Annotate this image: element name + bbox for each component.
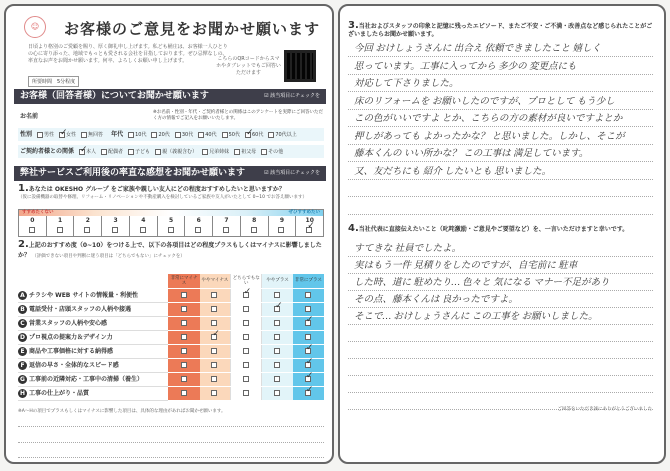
relation-option-label: 兄弟姉妹 — [209, 149, 230, 155]
item-label — [18, 358, 168, 372]
rating-cell[interactable] — [168, 330, 199, 344]
handwritten-answer-line: 床のリフォームを お願いしたのですが、プロとして もう少し — [354, 96, 615, 107]
checkbox[interactable] — [305, 390, 311, 396]
question-number: 4. — [348, 223, 359, 234]
checkbox[interactable] — [261, 149, 267, 155]
checkbox[interactable] — [243, 334, 249, 340]
rating-cell[interactable] — [231, 330, 262, 344]
page-title: お客様のご意見をお聞かせ願います — [64, 20, 321, 38]
rating-cell[interactable] — [293, 372, 324, 386]
age-option-label: 40代 — [205, 132, 217, 138]
recommend-scale — [18, 209, 324, 237]
survey-left-page — [4, 4, 334, 464]
checkbox[interactable] — [305, 306, 311, 312]
scale-option-3[interactable] — [102, 216, 130, 236]
checkbox[interactable] — [181, 362, 187, 368]
checkbox[interactable] — [128, 132, 134, 138]
scale-number: 6 — [196, 217, 201, 224]
item-label — [18, 288, 168, 302]
answer-line — [348, 307, 653, 308]
checkbox[interactable] — [243, 292, 249, 298]
gender-options — [32, 131, 103, 138]
rating-cell[interactable] — [168, 344, 199, 358]
relation-option-label: 配偶者 — [108, 149, 124, 155]
handwritten-answer-line: 今回 おけしょうさんに 出合え 依頼できましたこと 嬉しく — [354, 44, 602, 54]
scale-number: 0 — [30, 217, 35, 224]
checkbox[interactable] — [79, 149, 85, 155]
checkbox[interactable] — [305, 376, 311, 382]
checkbox[interactable] — [243, 376, 249, 382]
column-header: どちらでもない — [231, 274, 262, 288]
rating-cell[interactable] — [168, 288, 199, 302]
blank-header — [18, 274, 168, 288]
rating-cell[interactable] — [293, 386, 324, 400]
answer-line — [348, 341, 653, 342]
scale-number: 1 — [58, 217, 63, 224]
scale-option-7[interactable] — [213, 216, 241, 236]
checkbox[interactable] — [305, 292, 311, 298]
scale-option-0[interactable] — [19, 216, 47, 236]
relation-option-label: 子ども — [135, 149, 151, 155]
checkbox[interactable] — [268, 132, 274, 138]
scale-number: 4 — [141, 217, 146, 224]
rating-cell[interactable] — [168, 302, 199, 316]
answer-line — [348, 392, 653, 393]
checkbox[interactable] — [274, 306, 280, 312]
qr-code[interactable] — [284, 50, 316, 82]
age-option-label: 20代 — [158, 132, 170, 138]
rating-cell[interactable] — [231, 302, 262, 316]
checkbox[interactable] — [211, 390, 217, 396]
checkbox[interactable] — [274, 362, 280, 368]
item-text: 営業スタッフの人柄や安心感 — [29, 320, 108, 327]
rating-cell[interactable] — [200, 316, 231, 330]
rating-cell[interactable] — [168, 386, 199, 400]
item-label — [18, 330, 168, 344]
relation-row — [18, 145, 324, 158]
age-option[interactable] — [222, 129, 240, 142]
checkbox[interactable] — [243, 348, 249, 354]
gender-option-label: 男性 — [44, 132, 55, 138]
item-letter-a: A — [18, 291, 27, 300]
age-option[interactable] — [151, 129, 169, 142]
answer-line[interactable] — [18, 442, 324, 443]
table-row — [18, 386, 324, 400]
checkbox[interactable] — [195, 227, 201, 233]
age-option-label: 70代以上 — [275, 132, 297, 138]
column-header: 非常にプラス — [293, 274, 324, 288]
rating-cell[interactable] — [262, 316, 293, 330]
checkbox[interactable] — [234, 149, 240, 155]
rating-cell[interactable] — [200, 358, 231, 372]
rating-cell[interactable] — [293, 288, 324, 302]
rating-cell[interactable] — [262, 330, 293, 344]
question-3 — [348, 22, 653, 39]
checkbox[interactable] — [243, 306, 249, 312]
checkbox[interactable] — [81, 132, 87, 138]
checkbox[interactable] — [211, 362, 217, 368]
gender-label: 性別 — [20, 131, 33, 138]
answer-line — [348, 290, 653, 291]
checkbox[interactable] — [211, 348, 217, 354]
checkbox[interactable] — [306, 227, 312, 233]
question-text: あなたは OKESHO グループ をご家族や親しい友人にどの程度おすすめしたいと思いますか？ — [28, 186, 285, 193]
rating-cell[interactable] — [200, 386, 231, 400]
scale-number: 7 — [224, 217, 229, 224]
item-text: 電話受付・店頭スタッフの人柄や接遇 — [29, 306, 132, 313]
checkbox[interactable] — [243, 362, 249, 368]
table-row — [18, 316, 324, 330]
rating-cell[interactable] — [262, 344, 293, 358]
rating-cell[interactable] — [168, 358, 199, 372]
item-letter-h: H — [19, 390, 26, 397]
section-title: 弊社サービスご利用後の率直な感想をお聞かせ願います — [20, 168, 246, 178]
relation-option[interactable] — [79, 146, 96, 159]
checkbox[interactable] — [243, 320, 249, 326]
table-note: ※A～Hの項目でプラスもしくはマイナスに影響した項目は、具体的な理由があればお聞かせ願います。 — [18, 409, 226, 414]
answer-line — [348, 324, 653, 325]
relation-option-label: その他 — [268, 149, 284, 155]
smile-stamp-logo: ☺ — [24, 16, 46, 38]
item-letter-c: C — [18, 319, 27, 328]
handwritten-answer-line: この色がいいですよ とか、こちらの方の素材が良いですよとか — [354, 114, 623, 124]
scale-high-label: ぜひすすめたい — [288, 210, 320, 215]
rating-cell[interactable] — [231, 288, 262, 302]
customer-section-header — [14, 89, 326, 104]
checkbox[interactable] — [222, 132, 228, 138]
relation-option[interactable] — [234, 146, 256, 159]
scale-number: 5 — [168, 217, 174, 224]
rating-cell[interactable] — [231, 386, 262, 400]
answer-line — [348, 109, 653, 110]
checkbox[interactable] — [274, 292, 280, 298]
item-letter-f: F — [18, 361, 27, 370]
item-letter-e: E — [18, 347, 27, 356]
scale-option-9[interactable] — [269, 216, 297, 236]
table-row — [18, 330, 324, 344]
rating-cell[interactable] — [293, 302, 324, 316]
answer-line — [348, 273, 653, 274]
scale-option-4[interactable] — [130, 216, 158, 236]
question-subtext: （評価できない項目や判断に迷う項目は「どちらでもない」にチェックを） — [32, 254, 185, 259]
column-header: 非常にマイナス — [168, 274, 199, 288]
rating-cell[interactable] — [231, 316, 262, 330]
checkbox[interactable] — [151, 132, 157, 138]
question-2 — [18, 240, 330, 261]
name-row — [18, 110, 324, 123]
scale-option-1[interactable] — [47, 216, 75, 236]
answer-line — [348, 256, 653, 257]
intro-text: 日頃より格別のご愛顧を賜り、厚く御礼申し上げます。私ども桶庄は、お客様一人ひとりの心に寄り添った、地域でもっとも愛される会社を目指しております。ぜひ忌憚なしの、率直なお声をお聞かせ願います。何卒、よろしくお願い申し上げます。 — [28, 44, 228, 64]
rating-cell[interactable] — [262, 372, 293, 386]
question-text: 当社代表に直接伝えたいこと（叱咤激励・ご意見やご要望など）を、一言いただけますと幸いです。 — [358, 226, 629, 233]
scale-option-8[interactable] — [241, 216, 269, 236]
checkbox[interactable] — [305, 334, 311, 340]
handwritten-answer-line: 思っています。工事に入ってから 多少の 変更点にも — [354, 61, 577, 72]
checkbox[interactable] — [181, 348, 187, 354]
rating-cell[interactable] — [293, 316, 324, 330]
checkbox[interactable] — [274, 320, 280, 326]
scale-number: 3 — [113, 217, 118, 224]
checkbox[interactable] — [140, 227, 146, 233]
rating-cell[interactable] — [200, 372, 231, 386]
age-option[interactable] — [128, 129, 146, 142]
item-label — [18, 344, 168, 358]
question-4 — [348, 225, 653, 234]
answer-line — [348, 161, 653, 162]
relation-option[interactable] — [261, 146, 283, 159]
item-letter-b: B — [18, 305, 27, 314]
checkbox[interactable] — [59, 132, 65, 138]
scale-number: 2 — [85, 217, 90, 224]
item-text: 工事前の近隣対応・工事中の清掃（養生） — [29, 376, 144, 383]
relation-option[interactable] — [128, 146, 150, 159]
checkbox[interactable] — [128, 149, 134, 155]
rating-cell[interactable] — [168, 316, 199, 330]
item-label — [18, 316, 168, 330]
age-option[interactable] — [268, 129, 296, 142]
question-text: 当社およびスタッフの印象と記憶に残ったエピソード、またご不安・ご不満・改善点など感じられたことがございましたらお聞かせ願います。 — [348, 23, 653, 38]
thanks-text: ご回答をいただき誠にありがとうございました — [557, 407, 652, 412]
gender-option[interactable] — [37, 129, 54, 142]
survey-right-page — [338, 4, 666, 464]
question-1 — [18, 183, 330, 201]
item-letter-g: G — [18, 375, 27, 384]
checkbox[interactable] — [274, 390, 280, 396]
checkbox[interactable] — [57, 227, 63, 233]
checkbox[interactable] — [155, 149, 161, 155]
rating-cell[interactable] — [262, 386, 293, 400]
scale-options — [19, 216, 323, 236]
checkbox[interactable] — [84, 227, 90, 233]
checkbox[interactable] — [305, 348, 311, 354]
column-header: ややマイナス — [200, 274, 231, 288]
column-header: ややプラス — [262, 274, 293, 288]
answer-line — [348, 56, 653, 57]
checkbox[interactable] — [175, 132, 181, 138]
age-option[interactable] — [175, 129, 193, 142]
relation-option-label: 親（義親含む） — [162, 149, 198, 155]
handwritten-answer-line: した時、道に 駐めたり… 色々と 気になる マナー不足があり — [354, 278, 610, 288]
handwritten-answer-line: 押しがあっても よかったかな？ と思いました。しかし、そこが — [354, 131, 625, 142]
checkbox[interactable] — [202, 149, 208, 155]
rating-cell[interactable] — [200, 288, 231, 302]
table-row — [18, 358, 324, 372]
handwritten-answer-line: その点、藤本くんは 良かったですよ。 — [354, 295, 518, 305]
gender-option[interactable] — [81, 129, 103, 142]
section-title: お客様（回答者様）についてお聞かせ願います — [20, 91, 209, 101]
relation-options — [74, 148, 283, 155]
rating-cell[interactable] — [293, 330, 324, 344]
table-row — [18, 288, 324, 302]
answer-line — [348, 74, 653, 75]
item-text: 返信の早さ・全体的なスピード感 — [29, 362, 119, 369]
question-number: 1. — [18, 183, 29, 194]
check-hint: ☑ 該当項目にチェックを — [264, 93, 320, 99]
table-row — [18, 302, 324, 316]
rating-cell[interactable] — [200, 302, 231, 316]
checkbox[interactable] — [181, 306, 187, 312]
table-row — [18, 344, 324, 358]
age-option-label: 10代 — [135, 132, 147, 138]
relation-option-label: 祖父母 — [241, 149, 257, 155]
scale-option-10[interactable] — [296, 216, 323, 236]
checkbox[interactable] — [101, 149, 107, 155]
rating-cell[interactable] — [293, 344, 324, 358]
age-options — [123, 131, 297, 138]
relation-label: ご契約者様との関係 — [20, 148, 75, 155]
answer-line[interactable] — [18, 457, 324, 458]
check-hint: ☑ 該当項目にチェックを — [264, 170, 320, 176]
answer-line — [348, 358, 653, 359]
age-label: 年代 — [111, 131, 124, 138]
rating-cell[interactable] — [262, 358, 293, 372]
impact-table — [18, 274, 324, 401]
age-option[interactable] — [245, 129, 263, 142]
checkbox[interactable] — [211, 292, 217, 298]
scale-option-2[interactable] — [74, 216, 102, 236]
handwritten-answer-line: 対応して下さりました。 — [354, 79, 459, 89]
scale-number: 9 — [279, 217, 285, 224]
answer-line — [348, 179, 653, 180]
handwritten-answer-line: すてきな 社員でしたよ。 — [354, 244, 462, 254]
item-letter-d: D — [18, 333, 27, 342]
checkbox[interactable] — [181, 292, 187, 298]
item-label — [18, 302, 168, 316]
scale-low-label: すすめたくない — [22, 210, 54, 215]
scale-option-6[interactable] — [185, 216, 213, 236]
checkbox[interactable] — [181, 390, 187, 396]
rating-cell[interactable] — [168, 372, 199, 386]
gender-option-label: 無回答 — [88, 132, 104, 138]
checkbox[interactable] — [278, 227, 284, 233]
checkbox[interactable] — [181, 320, 187, 326]
checkbox[interactable] — [211, 320, 217, 326]
checkbox[interactable] — [274, 334, 280, 340]
checkbox[interactable] — [274, 348, 280, 354]
checkbox[interactable] — [243, 390, 249, 396]
checkbox[interactable] — [211, 334, 217, 340]
relation-option-label: 本人 — [86, 149, 97, 155]
rating-cell[interactable] — [231, 344, 262, 358]
answer-line[interactable] — [18, 426, 324, 427]
table-header — [18, 274, 324, 288]
checkbox[interactable] — [274, 376, 280, 382]
handwritten-answer-line: 実はもう一件 見積りをしたのですが、自宅前に 駐車 — [354, 261, 578, 271]
answer-line — [348, 91, 653, 92]
checkbox[interactable] — [198, 132, 204, 138]
checkbox[interactable] — [223, 227, 229, 233]
gender-age-row — [18, 128, 324, 141]
answer-line — [348, 196, 653, 197]
handwritten-answer-line: そこで… おけしょうさんに この工事を お願いしました。 — [354, 312, 598, 322]
answer-line — [348, 375, 653, 376]
checkbox[interactable] — [29, 227, 35, 233]
age-option-label: 30代 — [181, 132, 194, 138]
rating-cell[interactable] — [262, 288, 293, 302]
qr-caption: こちらのQRコードからスマホやタブレットでもご回答いただけます — [216, 56, 281, 76]
answer-line — [348, 144, 653, 145]
relation-option[interactable] — [202, 146, 229, 159]
time-required: 所要時間 5分程度 — [28, 76, 79, 87]
name-label: お名前 — [20, 113, 39, 120]
checkbox[interactable] — [168, 227, 174, 233]
item-text: 商品や工事価格に対する納得感 — [29, 348, 114, 355]
rating-cell[interactable] — [231, 372, 262, 386]
rating-cell[interactable] — [262, 302, 293, 316]
scale-number: 8 — [252, 217, 257, 224]
question-text: 上記のおすすめ度（0~10）をつける上で、以下の各項目はどの程度プラスもしくはマイナスに影響しましたか？ — [18, 242, 322, 259]
checkbox[interactable] — [112, 227, 118, 233]
checkbox[interactable] — [37, 132, 43, 138]
relation-option[interactable] — [155, 146, 197, 159]
service-section-header — [14, 166, 326, 181]
item-text: チラシや WEB サイトの情報量・利便性 — [29, 292, 139, 299]
age-option-label: 60代 — [251, 132, 264, 138]
age-option-label: 50代 — [228, 132, 240, 138]
answer-line — [348, 214, 653, 215]
table-row — [18, 372, 324, 386]
scale-option-5[interactable] — [158, 216, 186, 236]
rating-cell[interactable] — [200, 344, 231, 358]
checkbox[interactable] — [251, 227, 257, 233]
checkbox[interactable] — [211, 376, 217, 382]
age-option[interactable] — [198, 129, 216, 142]
checkbox[interactable] — [305, 320, 311, 326]
name-note: ※お名前・性別・年代・ご契約者様との関係はこのアンケートを実際にご回答いただく方の情報でご記入をお願いいたします。 — [153, 110, 323, 121]
rating-cell[interactable] — [200, 330, 231, 344]
item-text: プロ視点の提案力＆デザイン力 — [29, 334, 113, 341]
question-number: 3. — [348, 20, 359, 31]
checkbox[interactable] — [181, 376, 187, 382]
item-text: 工事の仕上がり・品質 — [29, 390, 90, 397]
handwritten-answer-line: 藤本くんの いい所かな？ この工事は 満足しています。 — [354, 149, 589, 159]
question-subtext: （仮に設備機器の取替や修理、リフォーム・リノベーションや不動産購入を検討しているご家族や友人がいたとして 0~10 でお答え願います） — [18, 195, 307, 200]
checkbox[interactable] — [211, 306, 217, 312]
checkbox[interactable] — [245, 132, 251, 138]
gender-option[interactable] — [59, 129, 76, 142]
gender-option-label: 女性 — [66, 132, 77, 138]
rating-cell[interactable] — [293, 358, 324, 372]
handwritten-answer-line: 又、友だちにも 紹介 したいとも 思いました。 — [354, 166, 552, 177]
checkbox[interactable] — [305, 362, 311, 368]
relation-option[interactable] — [101, 146, 123, 159]
question-number: 2. — [18, 239, 29, 250]
item-label — [18, 372, 168, 386]
checkbox[interactable] — [181, 334, 187, 340]
item-label — [18, 386, 168, 400]
rating-cell[interactable] — [231, 358, 262, 372]
answer-line — [348, 126, 653, 127]
